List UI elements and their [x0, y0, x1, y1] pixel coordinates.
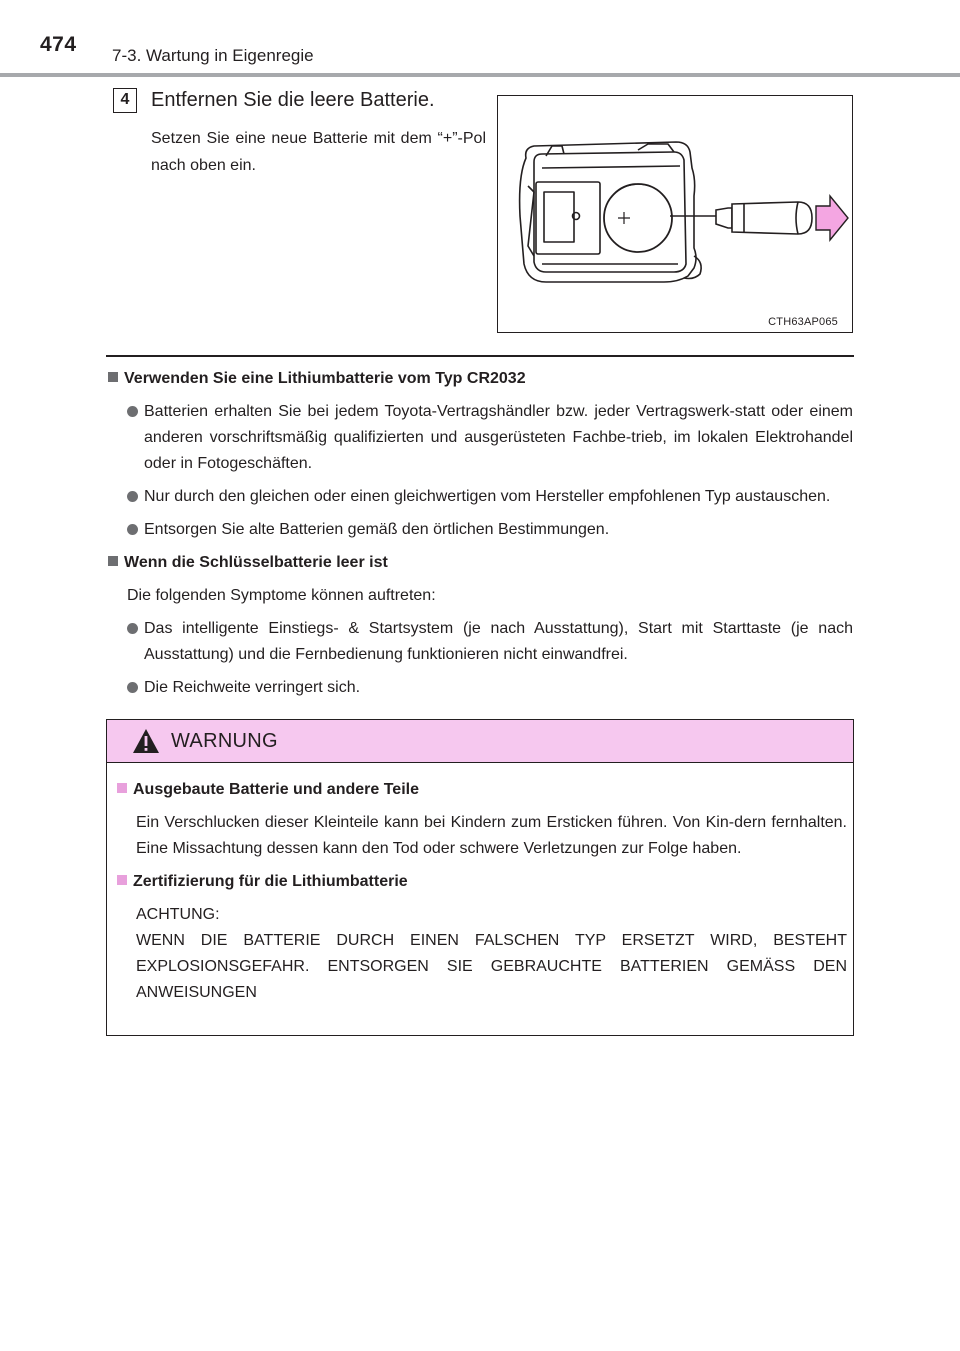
round-bullet-icon [127, 623, 138, 634]
note-heading: Verwenden Sie eine Lithiumbatterie vom Typ CR2032 [108, 366, 853, 392]
list-item: Batterien erhalten Sie bei jedem Toyota-Vertragshändler bzw. jeder Vertragswerk-statt oder einem anderen vorschriftsmäßig qualifizierten und ausgerüsteten Fachbe-trieb, im lokalen Elektrohandel oder in Fotogeschäften. [127, 399, 853, 477]
warning-label: ACHTUNG: [136, 906, 220, 923]
step-body: Setzen Sie eine neue Batterie mit dem “+”-Pol nach oben ein. [151, 130, 486, 174]
square-bullet-icon [117, 875, 127, 885]
notes-section [108, 366, 853, 708]
square-bullet-icon [117, 783, 127, 793]
warning-section-heading: Zertifizierung für die Lithiumbatterie [117, 869, 839, 895]
warning-section-text: WENN DIE BATTERIE DURCH EINEN FALSCHEN TYP ERSETZT WIRD, BESTEHT EXPLOSIONSGEFAHR. ENTSORGEN SIE GEBRAUCHTE BATTERIEN GEMÄSS DEN ANWEISUNGEN [136, 932, 847, 1001]
header-rule [0, 73, 960, 77]
square-bullet-icon [108, 556, 118, 566]
warning-section-text: Ein Verschlucken dieser Kleinteile kann bei Kindern zum Ersticken führen. Von Kin-dern fernhalten. Eine Missachtung dessen kann den Tod oder schwere Verletzungen zur Folge haben. [136, 814, 847, 857]
warning-header [107, 720, 853, 763]
warning-title: WARNUNG [171, 730, 278, 752]
warning-section-heading: Ausgebaute Batterie und andere Teile [117, 777, 839, 803]
page-number: 474 [40, 33, 77, 56]
step-heading: Entfernen Sie die leere Batterie. [151, 89, 435, 111]
square-bullet-icon [108, 372, 118, 382]
figure-code: CTH63AP065 [768, 316, 838, 328]
round-bullet-icon [127, 491, 138, 502]
page-header [0, 0, 960, 80]
section-title: 7-3. Wartung in Eigenregie [112, 46, 314, 65]
list-item: Das intelligente Einstiegs- & Startsystem (je nach Ausstattung), Start mit Starttaste (je nach Ausstattung) und die Fernbedienung funktionieren nicht einwandfrei. [127, 616, 853, 668]
list-item: Die Reichweite verringert sich. [127, 675, 853, 701]
round-bullet-icon [127, 682, 138, 693]
screwdriver-icon [670, 202, 812, 234]
list-item: Entsorgen Sie alte Batterien gemäß den örtlichen Bestimmungen. [127, 517, 853, 543]
round-bullet-icon [127, 524, 138, 535]
list-item: Nur durch den gleichen oder einen gleichwertigen vom Hersteller empfohlenen Typ austauschen. [127, 484, 853, 510]
coin-battery-icon [604, 184, 672, 252]
note-heading: Wenn die Schlüsselbatterie leer ist [108, 550, 853, 576]
key-fob-open-icon [498, 96, 854, 334]
warning-body [107, 763, 853, 1006]
section-divider [106, 355, 854, 357]
note-intro: Die folgenden Symptome können auftreten: [127, 587, 436, 604]
battery-removal-figure [497, 95, 853, 333]
arrow-right-icon [816, 196, 848, 240]
warning-triangle-icon [132, 728, 160, 754]
round-bullet-icon [127, 406, 138, 417]
warning-box [106, 719, 854, 1036]
step-number-box: 4 [113, 88, 137, 113]
